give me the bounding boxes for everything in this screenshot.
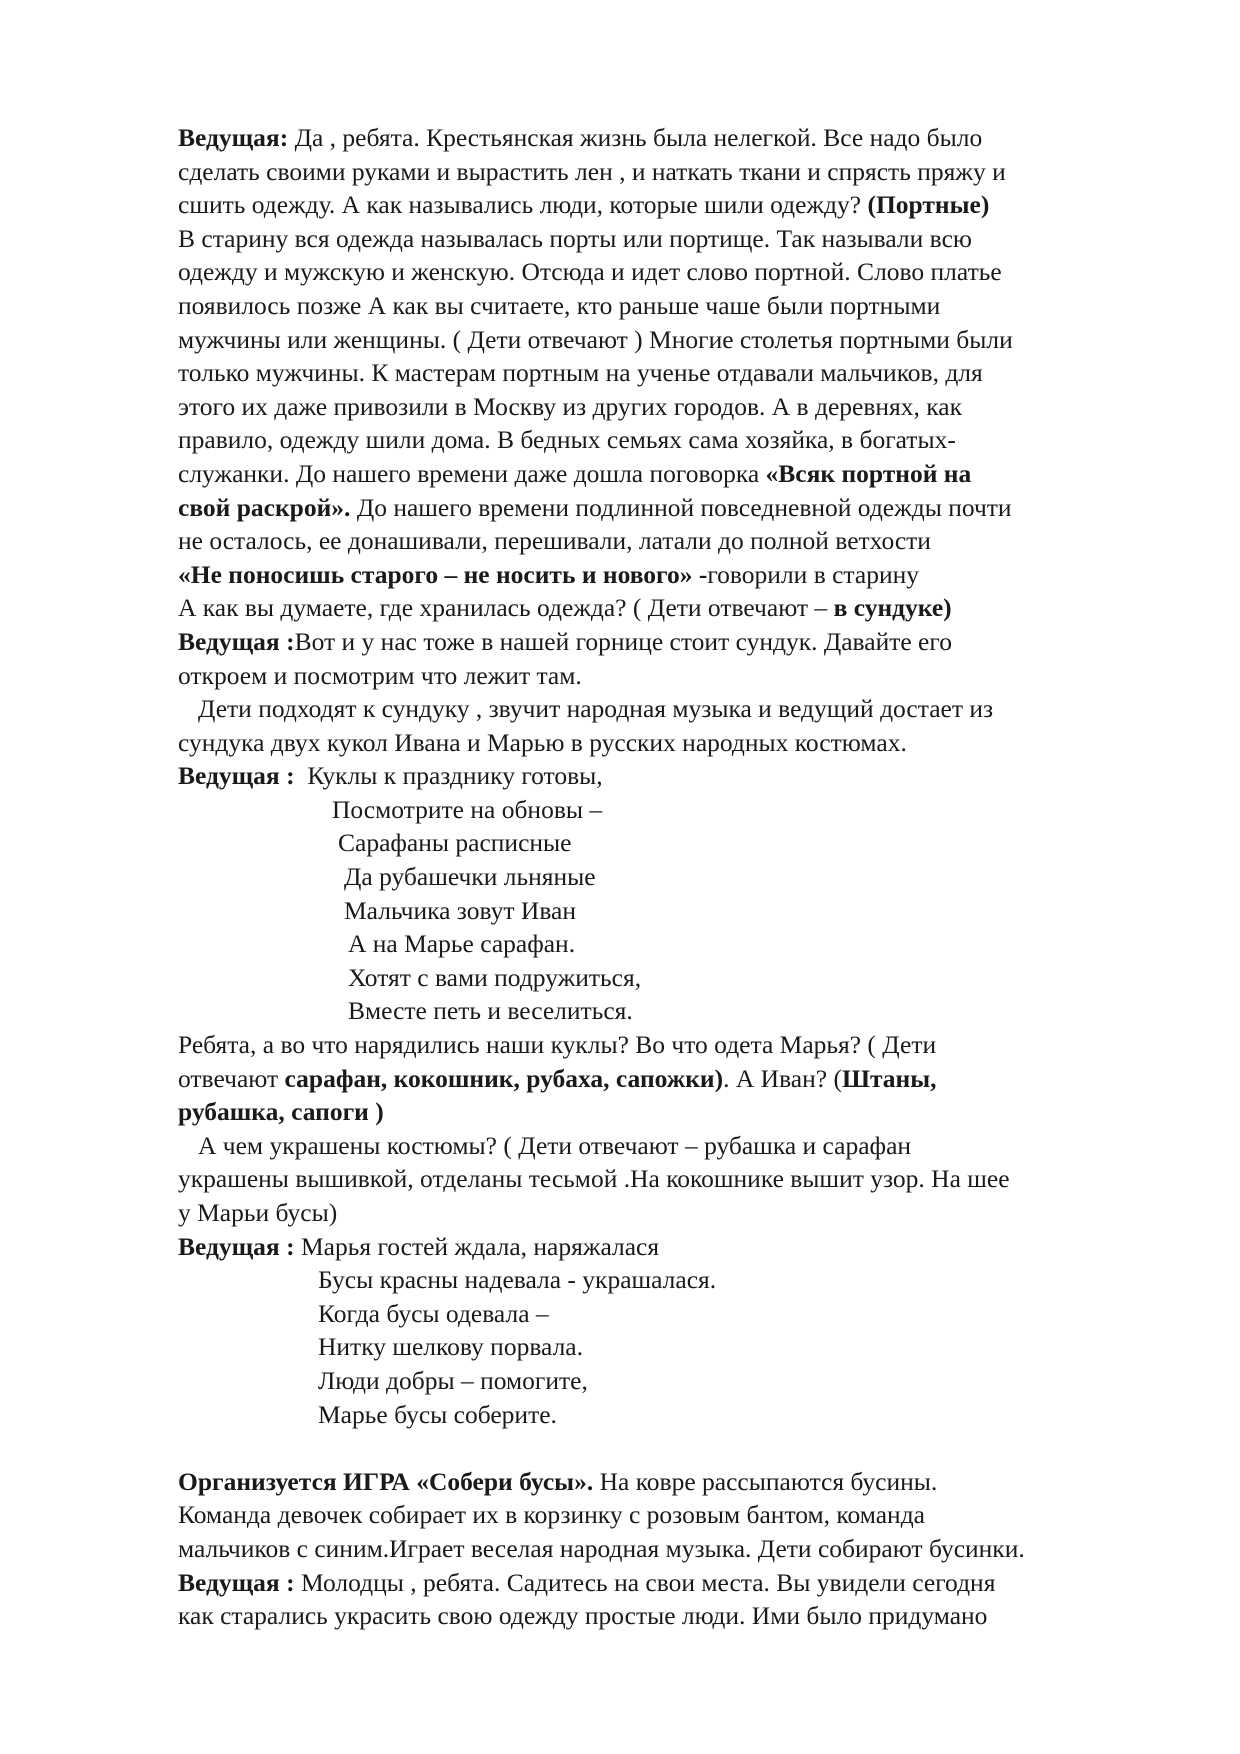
- text-line: [178, 1566, 1178, 1600]
- text-span: Вот и у нас тоже в нашей горнице стоит сундук. Давайте его: [294, 626, 952, 656]
- text-line: у Марьи бусы): [178, 1198, 338, 1227]
- answer-bold: в сундуке): [833, 593, 952, 623]
- speaker-label: Ведущая:: [178, 123, 289, 152]
- text-line: [178, 1465, 1178, 1499]
- poem-line: Вместе петь и веселиться.: [348, 996, 633, 1026]
- proverb-bold: свой раскрой».: [178, 492, 351, 522]
- text-span: . А Иван? (: [723, 1063, 842, 1093]
- text-line: [178, 591, 1178, 625]
- poem-line: Марье бусы соберите.: [318, 1399, 557, 1429]
- text-line: появилось позже А как вы считаете, кто раньше чаше были портными: [178, 290, 941, 320]
- text-line: [178, 1062, 1178, 1096]
- poem-line: Посмотрите на обновы –: [332, 794, 603, 824]
- text-span: отвечают: [178, 1063, 285, 1093]
- poem-line: Мальчика зовут Иван: [344, 895, 576, 925]
- poem-line: Сарафаны расписные: [338, 828, 572, 858]
- text-span: Да , ребята. Крестьянская жизнь была нелегкой. Все надо было: [294, 123, 983, 152]
- text-line: [178, 491, 1178, 525]
- text-span: Молодцы , ребята. Садитесь на свои места. Вы увидели сегодня: [294, 1567, 996, 1597]
- text-span: говорили в старину: [707, 559, 919, 589]
- text-line: украшены вышивкой, отделаны тесьмой .На кокошнике вышит узор. На шее: [178, 1164, 1010, 1194]
- speaker-label: Ведущая :: [178, 1231, 295, 1261]
- text-span: сшить одежду. А как назывались люди, которые шили одежду?: [178, 190, 868, 220]
- text-line: [178, 188, 1178, 222]
- text-span: До нашего времени подлинной повседневной одежды почти: [350, 492, 1012, 522]
- game-title-bold: Организуется ИГРА «Собери бусы».: [178, 1466, 594, 1496]
- answer-bold: (Портные): [867, 190, 990, 220]
- poem-line: [178, 1230, 1178, 1264]
- poem-line: Бусы красны надевала - украшалася.: [318, 1265, 717, 1295]
- text-line: [178, 457, 1178, 491]
- answer-bold: сарафан, кокошник, рубаха, сапожки): [284, 1063, 724, 1093]
- poem-line: Да рубашечки льняные: [344, 862, 596, 892]
- text-line: [178, 558, 1178, 592]
- text-line: Дети подходят к сундуку , звучит народная музыка и ведущий достает из: [198, 694, 994, 724]
- proverb-bold: «Не поносишь старого – не носить и нового» -: [178, 559, 708, 589]
- text-line: мужчины или женщины. ( Дети отвечают ) Многие столетья портными были: [178, 324, 1013, 354]
- text-line: сделать своими руками и вырастить лен , и наткать ткани и спрясть пряжу и: [178, 156, 1006, 186]
- text-line: как старались украсить свою одежду простые люди. Ими было придумано: [178, 1601, 988, 1631]
- text-line: [178, 625, 1178, 659]
- text-span: А как вы думаете, где хранилась одежда? ( Дети отвечают –: [178, 593, 834, 623]
- text-line: В старину вся одежда называлась порты или портище. Так называли всю: [178, 223, 972, 253]
- poem-line: Хотят с вами подружиться,: [348, 962, 642, 992]
- text-line: правило, одежду шили дома. В бедных семьях сама хозяйка, в богатых-: [178, 425, 956, 455]
- text-line: [178, 121, 1178, 155]
- text-line: откроем и посмотрим что лежит там.: [178, 660, 582, 690]
- text-line: не осталось, ее донашивали, перешивали, латали до полной ветхости: [178, 526, 931, 556]
- blank-line: [178, 1431, 1178, 1465]
- text-span: Куклы к празднику готовы,: [307, 761, 603, 791]
- text-line: Ребята, а во что нарядились наши куклы? Во что одета Марья? ( Дети: [178, 1030, 937, 1060]
- poem-line: [178, 759, 1178, 793]
- poem-line: Нитку шелкову порвала.: [318, 1332, 583, 1362]
- text-line: мальчиков с синим.Играет веселая народная музыка. Дети собирают бусинки.: [178, 1533, 1025, 1563]
- speaker-label: Ведущая :: [178, 1567, 295, 1597]
- text-span: На ковре рассыпаются бусины.: [593, 1466, 938, 1496]
- text-line: только мужчины. К мастерам портным на ученье отдавали мальчиков, для: [178, 358, 983, 388]
- speaker-label: Ведущая :: [178, 761, 295, 791]
- text-line: Команда девочек собирает их в корзинку с розовым бантом, команда: [178, 1500, 925, 1530]
- text-line: [178, 1095, 1178, 1129]
- text-span: Марья гостей ждала, наряжалася: [300, 1231, 660, 1261]
- text-line: А чем украшены костюмы? ( Дети отвечают – рубашка и сарафан: [198, 1130, 912, 1160]
- poem-line: Люди добры – помогите,: [318, 1365, 588, 1395]
- poem-line: Когда бусы одевала –: [318, 1298, 549, 1328]
- answer-bold: рубашка, сапоги ): [178, 1097, 384, 1127]
- text-span: служанки. До нашего времени даже дошла поговорка: [178, 458, 766, 488]
- proverb-bold: «Всяк портной на: [765, 458, 972, 488]
- text-line: этого их даже привозили в Москву из других городов. А в деревнях, как: [178, 391, 962, 421]
- answer-bold: Штаны,: [841, 1063, 937, 1093]
- text-line: сундука двух кукол Ивана и Марью в русских народных костюмах.: [178, 727, 907, 757]
- speaker-label: Ведущая :: [178, 626, 295, 656]
- poem-line: А на Марье сарафан.: [348, 929, 576, 959]
- document-text: [178, 121, 1178, 1633]
- text-line: одежду и мужскую и женскую. Отсюда и идет слово портной. Слово платье: [178, 257, 1002, 287]
